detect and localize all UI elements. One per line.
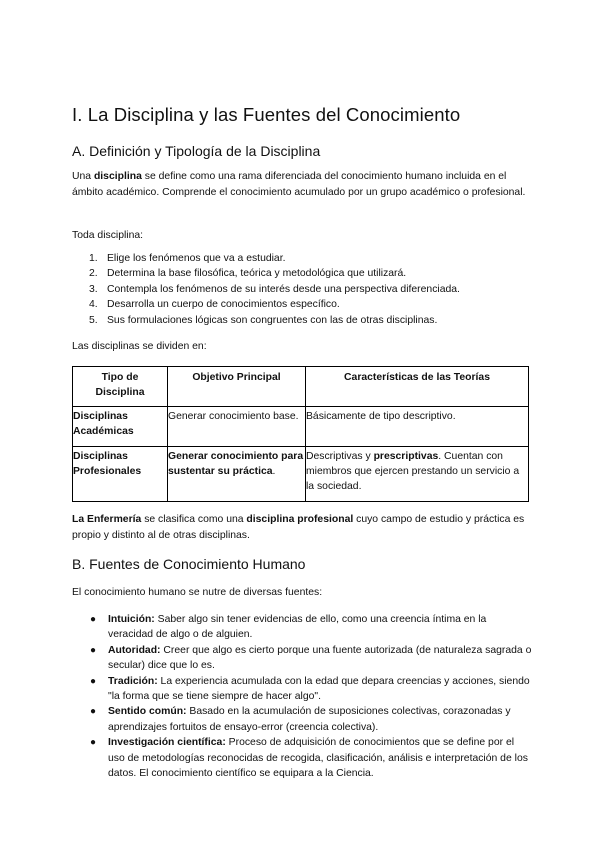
section-a-heading: A. Definición y Tipología de la Disciplina [72,143,321,159]
cell-objective: Generar conocimiento base. [168,407,306,447]
table-row [73,407,529,447]
source-term: Sentido común: [108,706,187,718]
section-b-heading: B. Fuentes de Conocimiento Humano [72,556,306,572]
bullet-icon: ● [90,614,97,625]
intro-rest: se define como una rama diferenciada del conocimiento humano incluida en el ámbito académico. Comprende el conocimiento acumulado por un grupo académico o profesional. [72,171,526,198]
list-item: 4. Desarrolla un cuerpo de conocimientos específico. [89,299,340,311]
page-title: I. La Disciplina y las Fuentes del Conocimiento [72,104,461,125]
source-text: Creer que algo es cierto porque una fuente autorizada (de naturaleza sagrada o secular) dice que lo es. [108,644,532,672]
nursing-bold-term: disciplina profesional [246,514,354,525]
cell-theories-b: . Cuentan con miembros que ejercen prestando un servicio a la sociedad. [306,451,520,492]
cell-theories-a: Descriptivas y [306,451,374,462]
bullet-icon: ● [90,644,97,656]
disciplina-definition [72,169,532,201]
list-item [72,612,532,643]
intro-prefix: Una [72,171,94,182]
nursing-paragraph [72,512,532,544]
bullet-icon: ● [90,706,97,718]
nursing-text-end: cuyo campo de estudio y práctica es propio y distinto al de otras disciplinas. [72,514,525,541]
cell-theories: Básicamente de tipo descriptivo. [306,407,529,447]
bullet-icon: ● [90,675,97,687]
disciplines-table [72,366,529,502]
list-item [72,674,532,705]
list-item-text: Sus formulaciones lógicas son congruentes con las de otras disciplinas. [107,314,438,326]
source-term: Tradición: [108,675,158,687]
header-objective: Objetivo Principal [168,367,306,407]
list-intro: Toda disciplina: [72,230,144,241]
list-item: 2. Determina la base filosófica, teórica y metodológica que utilizará. [89,268,407,280]
cell-type: Disciplinas Académicas [73,407,168,447]
bullet-icon: ● [90,737,97,749]
table-row [73,447,529,502]
source-text: Basado en la acumulación de suposiciones colectivas, corazonadas y aprendizajes fortuitos de ensayo-error (creencia colectiva). [108,706,511,733]
list-item-text: Elige los fenómenos que va a estudiar. [107,253,286,264]
sources-list [72,612,532,781]
nursing-text: se clasifica como una [141,514,247,525]
list-item: 5. Sus formulaciones lógicas son congruentes con las de otras disciplinas. [89,314,438,326]
header-theories: Características de las Teorías [306,367,529,407]
source-term: Autoridad: [108,644,161,656]
list-item: 3. Contempla los fenómenos de su interés desde una perspectiva diferenciada. [89,283,460,295]
cell-type: Disciplinas Profesionales [73,447,168,502]
source-term: Intuición: [108,614,155,625]
table-header-row [73,367,529,407]
source-term: Investigación científica: [108,737,226,749]
list-item-text: Desarrolla un cuerpo de conocimientos específico. [107,299,340,311]
cell-objective-end: . [272,466,276,477]
cell-theories [306,447,529,502]
source-text: Saber algo sin tener evidencias de ello, como una creencia íntima en la veracidad de algo o de alguien. [108,614,487,641]
source-text: Proceso de adquisición de conocimientos que se define por el uso de metodologías reconocidas de recogida, clasificación, análisis e interpretación de los datos. El conocimiento científico se equipara a la Ciencia. [108,737,528,780]
intro-bold-term: disciplina [93,171,142,182]
nursing-bold: La Enfermería [72,514,142,525]
list-item [72,704,532,735]
sources-intro: El conocimiento humano se nutre de diversas fuentes: [72,587,323,598]
cell-theories-bold: prescriptivas [373,451,439,462]
list-item-text: Contempla los fenómenos de su interés desde una perspectiva diferenciada. [107,283,460,295]
list-item [72,735,532,781]
disciplina-list [72,251,460,328]
cell-objective [168,447,306,502]
cell-objective-bold: Generar conocimiento para sustentar su práctica [168,451,304,477]
list-item-text: Determina la base filosófica, teórica y metodológica que utilizará. [107,268,407,280]
header-type: Tipo de Disciplina [73,367,168,407]
table-intro: Las disciplinas se dividen en: [72,341,207,352]
source-text: La experiencia acumulada con la edad que depara creencias y acciones, siendo "la forma que se tiene siempre de hacer algo". [108,675,530,703]
list-item [72,643,532,674]
list-item: 1. Elige los fenómenos que va a estudiar. [89,253,286,264]
